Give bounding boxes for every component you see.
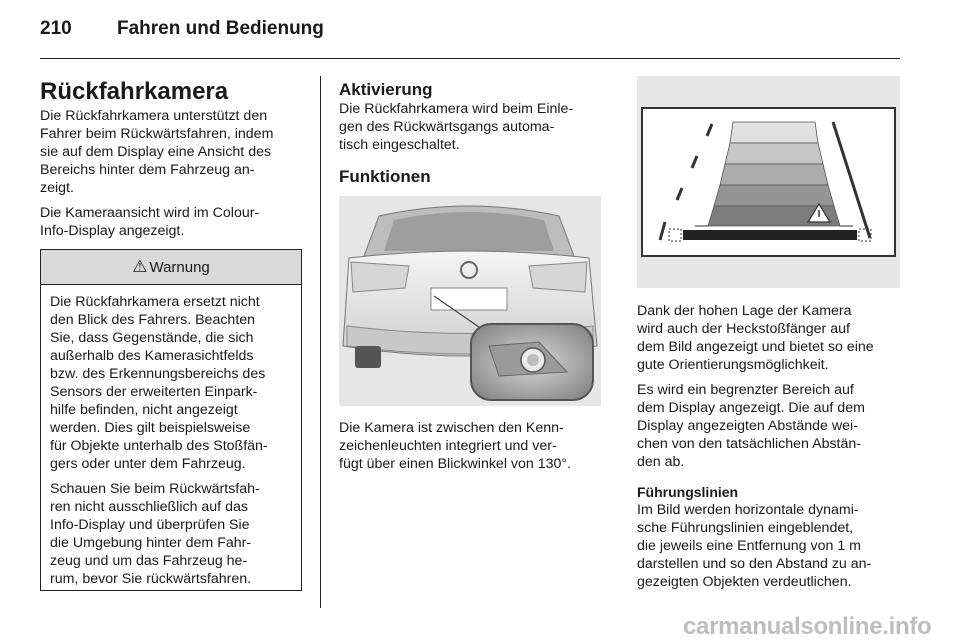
left-column <box>40 78 310 240</box>
warning-icon: ⚠ <box>132 257 148 276</box>
warning-paragraph-1: Die Rückfahrkamera ersetzt nicht den Blick des Fahrers. Beachten Sie, dass Gegenstände, die sich außerhalb des Kamerasichtfelds bzw. des Erkennungsbereichs des Sensors der erweiterten Einpark- hilfe befinden, nicht angezeigt werden. Dies gilt beispielsweise für Objekte unterhalb des Stoßfän- gers oder unter dem Fahrzeug. <box>50 294 268 472</box>
camera-position-paragraph: Die Kamera ist zwischen den Kenn- zeichenleuchten integriert und ver- fügt über einen Blickwinkel von 130°. <box>339 420 572 472</box>
middle-column-lower <box>339 419 614 473</box>
warning-box <box>40 249 302 591</box>
car-rear-illustration <box>339 196 601 406</box>
column-divider <box>320 76 321 608</box>
middle-column <box>339 80 609 187</box>
guide-lines-paragraph: Im Bild werden horizontale dynami- sche Führungslinien eingeblendet, die jeweils eine Entfernung von 1 m darstellen und so den Abstand zu an- gezeigten Objekten verdeutlichen. <box>637 502 872 590</box>
bumper-paragraph: Dank der hohen Lage der Kamera wird auch der Heckstoßfänger auf dem Bild angezeigt und bietet so eine gute Orientierungsmöglichkeit. <box>637 303 874 373</box>
warning-title: Warnung <box>149 259 210 276</box>
car-rear-drawing <box>339 196 601 406</box>
display-paragraph: Die Kameraansicht wird im Colour- Info-Display angezeigt. <box>40 205 260 239</box>
header-rule <box>40 58 900 59</box>
page-number: 210 <box>40 18 72 39</box>
watermark: carmanualsonline.info <box>683 613 932 640</box>
guide-lines-display <box>637 76 900 288</box>
intro-paragraph: Die Rückfahrkamera unterstützt den Fahrer beim Rückwärtsfahren, indem sie auf dem Display eine Ansicht des Bereichs hinter dem Fahrzeug an- zeigt. <box>40 108 274 196</box>
activation-paragraph: Die Rückfahrkamera wird beim Einle- gen des Rückwärtsgangs automa- tisch eingeschaltet. <box>339 101 574 153</box>
chapter-title: Fahren und Bedienung <box>117 18 324 39</box>
guide-lines-heading: Führungslinien <box>637 484 739 500</box>
camera-display-illustration <box>637 76 900 288</box>
functions-heading: Funktionen <box>339 167 431 186</box>
section-title: Rückfahrkamera <box>40 78 229 105</box>
activation-heading: Aktivierung <box>339 80 433 99</box>
warning-paragraph-2: Schauen Sie beim Rückwärtsfah- ren nicht ausschließlich auf das Info-Display und überprüfen Sie die Umgebung hinter dem Fahr- zeug und um das Fahrzeug he- rum, bevor Sie rückwärtsfahren. <box>50 481 260 587</box>
right-column <box>637 302 907 591</box>
distance-paragraph: Es wird ein begrenzter Bereich auf dem Display angezeigt. Die auf dem Display angezeigten Abstände wei- chen von den tatsächlichen Abstän- den ab. <box>637 382 865 470</box>
warning-header <box>41 250 301 285</box>
